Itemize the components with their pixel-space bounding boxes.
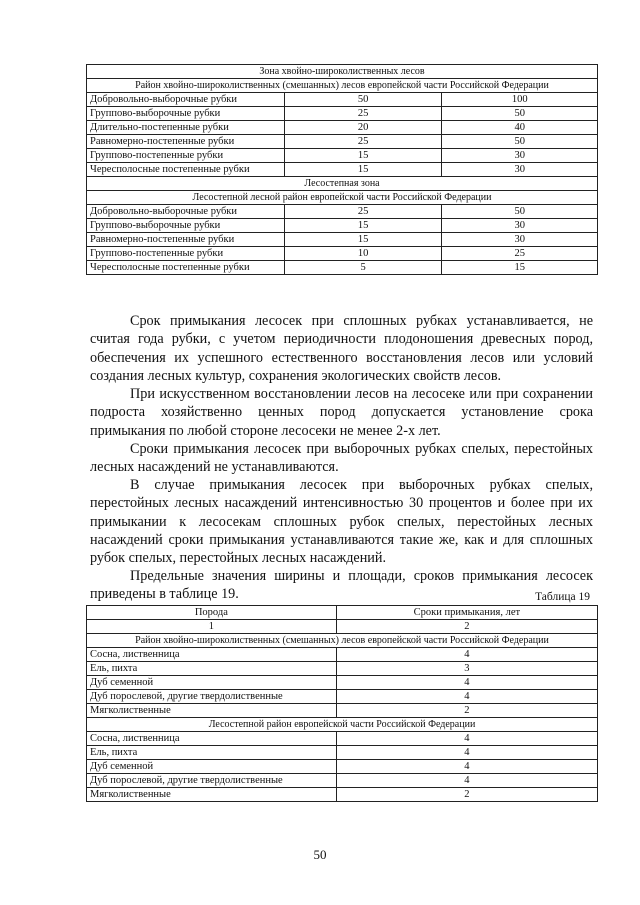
row-name: Дуб семенной	[87, 760, 337, 774]
row-name: Ель, пихта	[87, 746, 337, 760]
table-row	[87, 788, 598, 802]
row-name: Сосна, лиственница	[87, 648, 337, 662]
row-value: 40	[442, 121, 598, 135]
row-value: 50	[284, 93, 442, 107]
row-value: 2	[336, 704, 597, 718]
row-value: 5	[284, 261, 442, 275]
row-value: 4	[336, 760, 597, 774]
row-value: 30	[442, 219, 598, 233]
row-value: 50	[442, 135, 598, 149]
row-name: Дуб семенной	[87, 676, 337, 690]
row-value: 4	[336, 746, 597, 760]
district-title: Район хвойно-широколиственных (смешанных) лесов европейской части Российской Федерации	[87, 634, 598, 648]
row-value: 4	[336, 648, 597, 662]
row-name: Ель, пихта	[87, 662, 337, 676]
row-value: 25	[442, 247, 598, 261]
row-value: 4	[336, 774, 597, 788]
table-row	[87, 662, 598, 676]
row-value: 50	[442, 205, 598, 219]
row-value: 100	[442, 93, 598, 107]
district-title: Лесостепной лесной район европейской части Российской Федерации	[87, 191, 598, 205]
table-caption: Таблица 19	[535, 591, 590, 603]
district-title: Район хвойно-широколиственных (смешанных) лесов европейской части Российской Федерации	[87, 79, 598, 93]
paragraph-table-reference: Предельные значения ширины и площади, сроков примыкания лесосек приведены в таблице 19.	[90, 568, 593, 603]
zone-title: Лесостепная зона	[87, 177, 598, 191]
row-value: 4	[336, 690, 597, 704]
table-row	[87, 107, 598, 121]
row-name: Группово-выборочные рубки	[87, 107, 285, 121]
table-row	[87, 760, 598, 774]
table-row	[87, 205, 598, 219]
page-number: 50	[313, 847, 327, 862]
table-row	[87, 704, 598, 718]
adjacency-terms-table	[86, 605, 598, 802]
row-name: Группово-постепенные рубки	[87, 247, 285, 261]
row-name: Чересполосные постепенные рубки	[87, 163, 285, 177]
row-value: 50	[442, 107, 598, 121]
table-row	[87, 261, 598, 275]
row-value: 15	[284, 233, 442, 247]
table-row	[87, 648, 598, 662]
table-row	[87, 135, 598, 149]
column-number: 2	[336, 620, 597, 634]
row-value: 30	[442, 163, 598, 177]
table-row	[87, 163, 598, 177]
row-value: 10	[284, 247, 442, 261]
table-row	[87, 233, 598, 247]
table-row	[87, 149, 598, 163]
table-row	[87, 247, 598, 261]
row-name: Добровольно-выборочные рубки	[87, 93, 285, 107]
row-value: 15	[284, 163, 442, 177]
row-value: 15	[284, 219, 442, 233]
row-name: Дуб порослевой, другие твердолиственные	[87, 774, 337, 788]
column-header: Порода	[87, 606, 337, 620]
paragraph-selective-cutting: Сроки примыкания лесосек при выборочных рубках спелых, перестойных лесных насаждений не устанавливаются.	[90, 441, 593, 476]
row-value: 15	[284, 149, 442, 163]
row-name: Дуб порослевой, другие твердолиственные	[87, 690, 337, 704]
table-row	[87, 219, 598, 233]
row-name: Равномерно-постепенные рубки	[87, 233, 285, 247]
row-name: Добровольно-выборочные рубки	[87, 205, 285, 219]
table-row	[87, 121, 598, 135]
row-value: 30	[442, 233, 598, 247]
district-title: Лесостепной район европейской части Российской Федерации	[87, 718, 598, 732]
row-value: 25	[284, 107, 442, 121]
row-value: 25	[284, 135, 442, 149]
table-row	[87, 93, 598, 107]
paragraph-intensive-selective: В случае примыкания лесосек при выборочных рубках спелых, перестойных лесных насаждений интенсивностью 30 процентов и более при их примыкании к лесосекам сплошных рубок спелых, перестойных лесных насаждений сроки примыкания устанавливаются такие же, как и для сплошных рубок спелых, перестойных лесных насаждений.	[90, 477, 593, 567]
row-name: Группово-выборочные рубки	[87, 219, 285, 233]
row-value: 4	[336, 732, 597, 746]
row-name: Группово-постепенные рубки	[87, 149, 285, 163]
table-row	[87, 774, 598, 788]
row-name: Сосна, лиственница	[87, 732, 337, 746]
table-row	[87, 676, 598, 690]
column-number: 1	[87, 620, 337, 634]
row-name: Чересполосные постепенные рубки	[87, 261, 285, 275]
row-name: Мягколиственные	[87, 788, 337, 802]
paragraph-artificial-regeneration: При искусственном восстановлении лесов на лесосеке или при сохранении подроста хозяйственно ценных пород допускается установление срока примыкания по любой стороне лесосеки не менее 2-х лет.	[90, 386, 593, 439]
zone-title: Зона хвойно-широколиственных лесов	[87, 65, 598, 79]
row-value: 2	[336, 788, 597, 802]
row-value: 30	[442, 149, 598, 163]
row-name: Равномерно-постепенные рубки	[87, 135, 285, 149]
row-value: 3	[336, 662, 597, 676]
row-value: 15	[442, 261, 598, 275]
row-name: Мягколиственные	[87, 704, 337, 718]
row-value: 4	[336, 676, 597, 690]
paragraph-adjacency-clearcut: Срок примыкания лесосек при сплошных рубках устанавливается, не считая года рубки, с учетом периодичности плодоношения древесных пород, обеспечения их успешного естественного восстановления лесов или условий создания лесных культур, сохранения экологических свойств лесов.	[90, 313, 593, 384]
row-value: 20	[284, 121, 442, 135]
row-value: 25	[284, 205, 442, 219]
row-name: Длительно-постепенные рубки	[87, 121, 285, 135]
cutting-methods-table	[86, 64, 598, 275]
column-header: Сроки примыкания, лет	[336, 606, 597, 620]
table-row	[87, 690, 598, 704]
table-row	[87, 732, 598, 746]
table-row	[87, 746, 598, 760]
